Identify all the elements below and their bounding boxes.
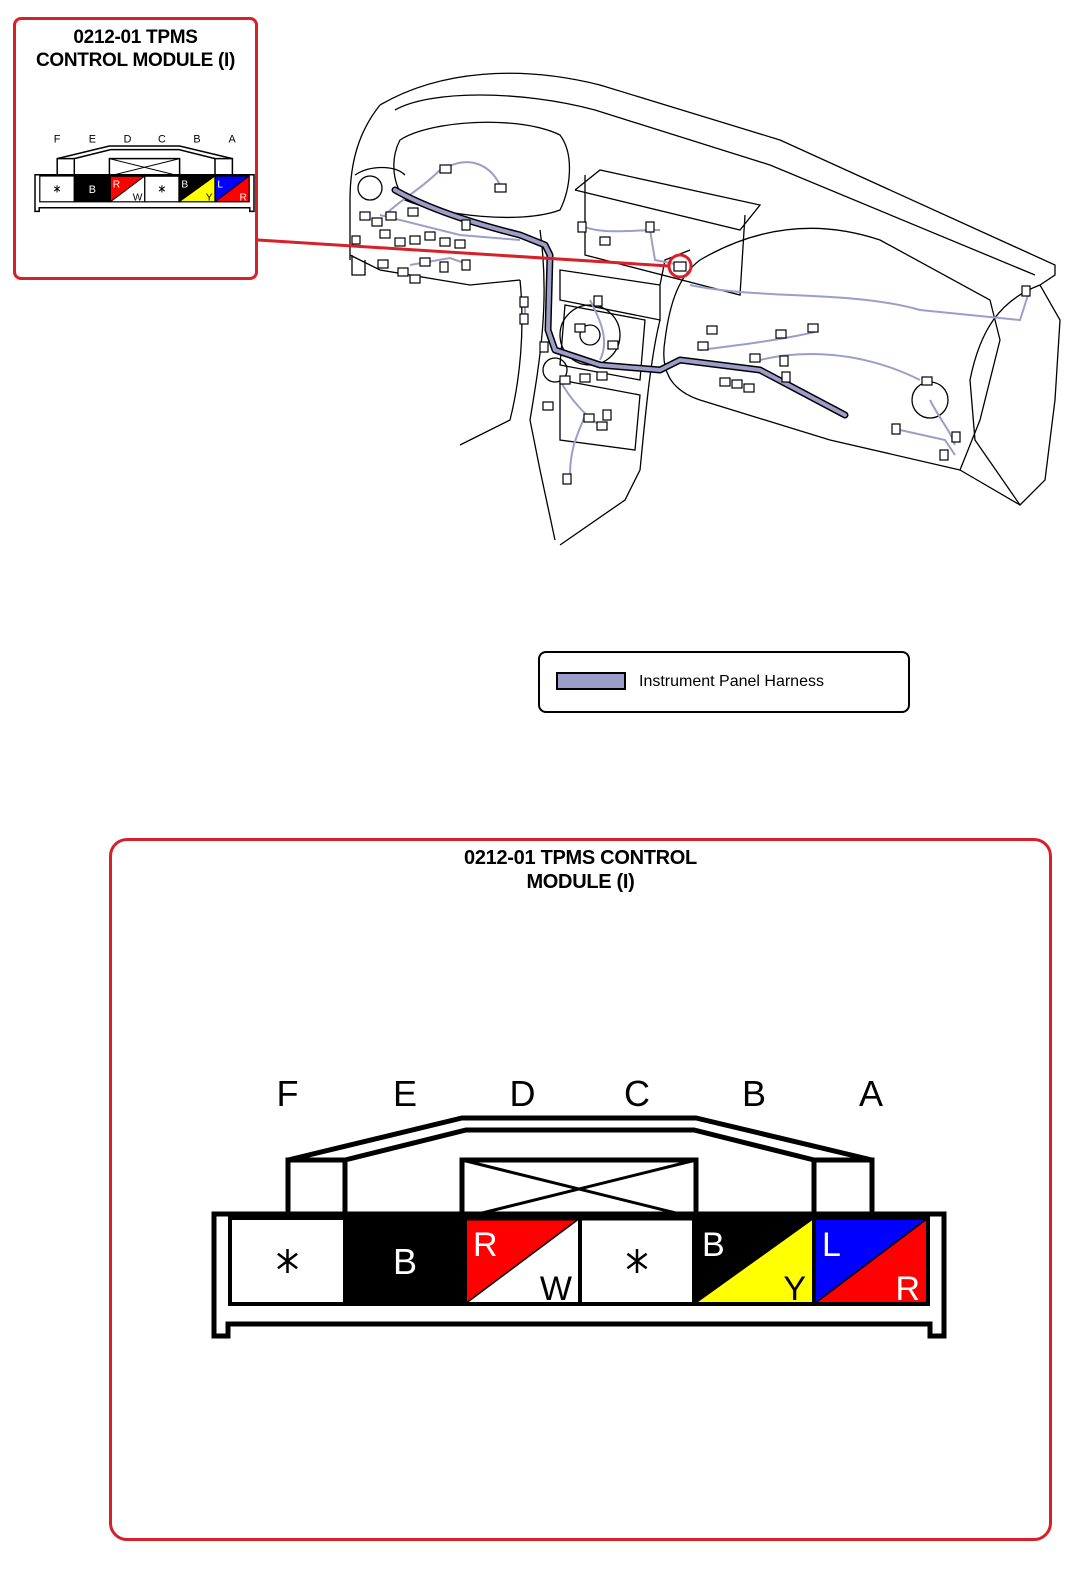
pin-position-c: C xyxy=(624,1073,650,1114)
wire-color-label-stripe: R xyxy=(239,192,247,204)
wire-color-label-primary: R xyxy=(473,1226,498,1264)
connector-group xyxy=(214,1073,944,1336)
wire-color-label-primary: R xyxy=(112,179,121,191)
wire-color-label-stripe: Y xyxy=(783,1270,806,1308)
pin-position-e: E xyxy=(392,1073,418,1114)
legend-label: Instrument Panel Harness xyxy=(639,673,824,690)
wire-color-label: B xyxy=(392,1241,418,1282)
wire-color-label-stripe: W xyxy=(132,192,143,204)
pin-position-c: C xyxy=(157,133,166,146)
pin-position-d: D xyxy=(509,1073,536,1114)
wire-color-label-primary: L xyxy=(822,1226,841,1264)
wire-color-label-stripe: Y xyxy=(205,192,213,204)
callout-title-line1: 0212-01 TPMS xyxy=(73,27,198,48)
wire-color-label-stripe: R xyxy=(895,1270,920,1308)
pin-position-f: F xyxy=(276,1073,299,1114)
callout-title-line2: CONTROL MODULE (I) xyxy=(35,50,235,71)
latch-right-post xyxy=(814,1160,872,1218)
wire-color-label-primary: L xyxy=(217,179,224,191)
detail-title-line1: 0212-01 TPMS CONTROL xyxy=(464,847,697,869)
latch-left-post xyxy=(288,1160,345,1218)
pin-position-b: B xyxy=(741,1073,767,1114)
wire-color-label-stripe: W xyxy=(539,1270,572,1308)
pin-position-b: B xyxy=(193,133,201,146)
latch-inner-arch xyxy=(345,1130,814,1160)
wire-color-label-primary: B xyxy=(702,1226,725,1264)
pin-position-d: D xyxy=(123,133,132,146)
pin-position-a: A xyxy=(228,133,236,146)
pin-position-e: E xyxy=(88,133,96,146)
wire-color-label-primary: B xyxy=(181,179,189,191)
detail-title-line2: MODULE (I) xyxy=(526,871,635,893)
pin-position-a: A xyxy=(858,1073,884,1114)
wire-color-label: B xyxy=(88,183,96,196)
pin-position-f: F xyxy=(53,133,61,146)
